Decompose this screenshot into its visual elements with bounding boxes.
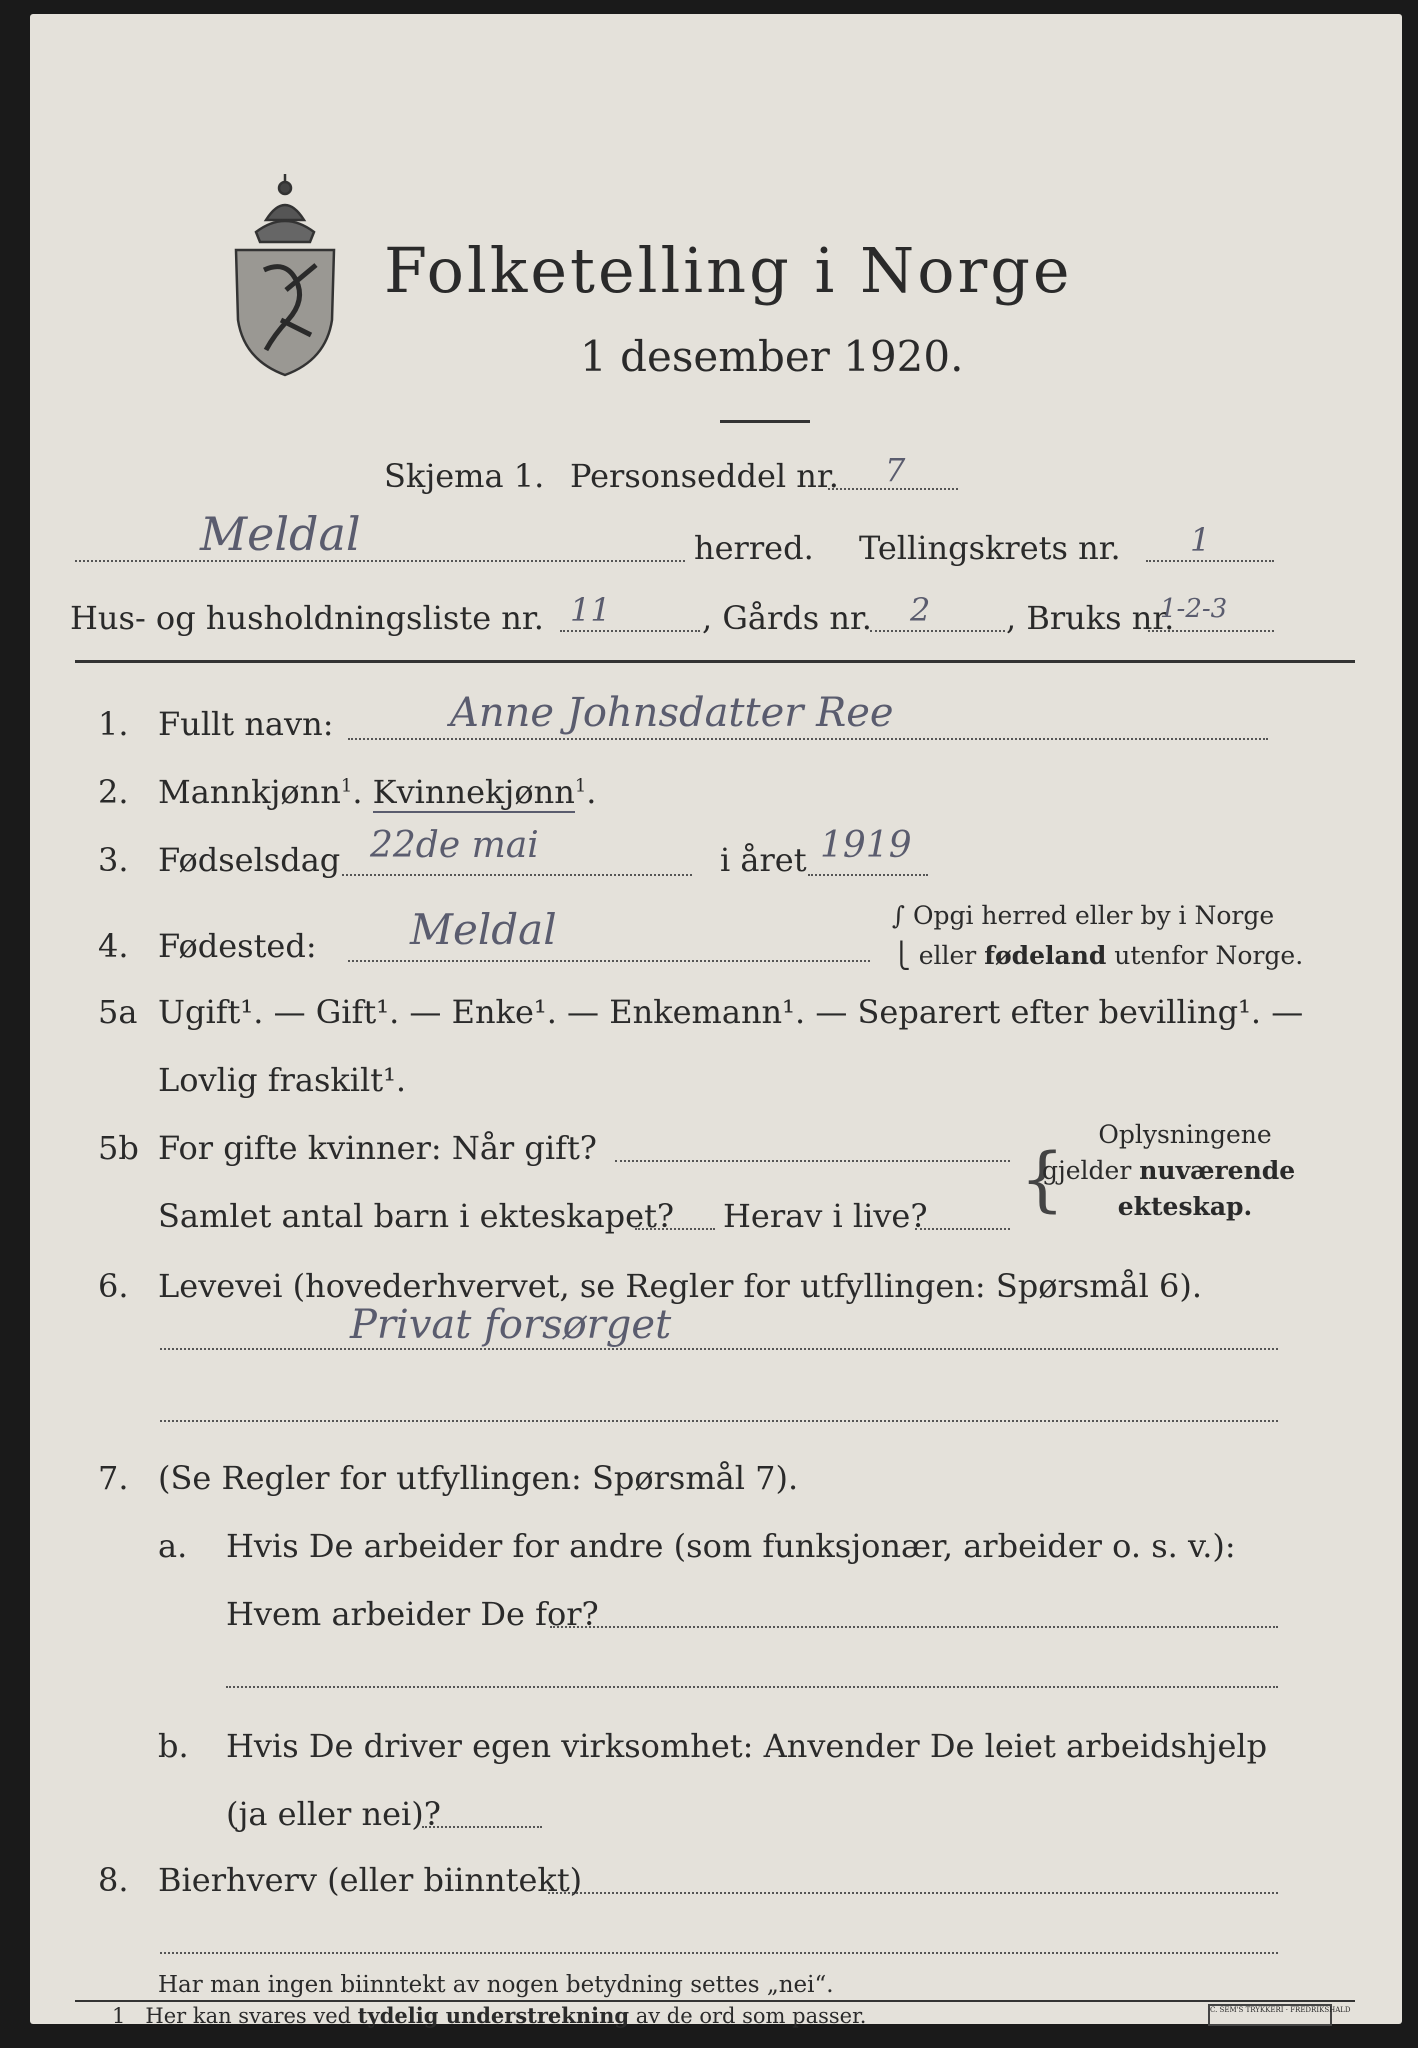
side-income-field-1[interactable] <box>548 1892 1278 1894</box>
q7a-label-2: Hvem arbeider De for? <box>226 1595 599 1633</box>
sex-options: Mannkjønn$^1$. Kvinnekjønn$^1$. <box>158 773 597 811</box>
bruks-label: , Bruks nr. <box>1006 599 1175 637</box>
tellingskrets-value: 1 <box>1190 521 1211 559</box>
alive-label: Herav i live? <box>723 1197 928 1235</box>
husliste-label: Hus- og husholdningsliste nr. <box>70 599 544 637</box>
q6-label: Levevei (hovederhvervet, se Regler for utfyllingen: Spørsmål 6). <box>158 1267 1203 1305</box>
q5b-number: 5b <box>98 1129 139 1167</box>
year-field[interactable] <box>808 874 928 876</box>
bruks-value: 1-2-3 <box>1160 594 1228 624</box>
occupation-field-2[interactable] <box>160 1420 1278 1422</box>
side-income-field-2[interactable] <box>160 1952 1278 1954</box>
q1-number: 1. <box>98 705 129 743</box>
footnote: 1 Her kan svares ved tydelig understrekning av de ord som passer. <box>112 2003 867 2028</box>
hired-help-field[interactable] <box>422 1826 542 1828</box>
birthplace-field[interactable] <box>348 960 870 962</box>
year-value: 1919 <box>820 825 912 866</box>
herred-field[interactable] <box>75 560 685 562</box>
q7-label: (Se Regler for utfyllingen: Spørsmål 7). <box>158 1459 799 1497</box>
tellingskrets-field[interactable] <box>1146 560 1274 562</box>
option-female[interactable]: Kvinnekjønn <box>372 773 575 811</box>
bruks-field[interactable] <box>1148 630 1274 632</box>
personseddel-value: 7 <box>885 451 906 489</box>
coat-of-arms-icon <box>226 170 344 380</box>
q5b-note-2: gjelder nuværende <box>1042 1156 1296 1185</box>
full-name-value: Anne Johnsdatter Ree <box>450 690 894 736</box>
census-form <box>30 14 1402 2028</box>
q4-note-1: ∫ Opgi herred eller by i Norge <box>892 901 1275 930</box>
children-field[interactable] <box>635 1228 715 1230</box>
q7b-label-1: Hvis De driver egen virksomhet: Anvender De leiet arbeidshjelp <box>226 1727 1268 1765</box>
herred-value: Meldal <box>200 507 361 561</box>
husliste-field[interactable] <box>560 630 700 632</box>
birthday-value: 22de mai <box>370 825 539 866</box>
q3-number: 3. <box>98 841 129 879</box>
herred-label: herred. <box>694 529 814 567</box>
q6-number: 6. <box>98 1267 129 1305</box>
brace-icon: { <box>1020 1138 1065 1220</box>
q2-number: 2. <box>98 773 129 811</box>
q1-label: Fullt navn: <box>158 705 334 743</box>
header-rule <box>75 660 1355 663</box>
year-label: i året <box>720 841 807 879</box>
q5a-number: 5a <box>98 993 138 1031</box>
printer-stamp: C. SEM'S TRYKKERI · FREDRIKSHALD <box>1208 2004 1332 2026</box>
employer-field-2[interactable] <box>226 1686 1278 1688</box>
birthplace-value: Meldal <box>410 905 557 954</box>
q7a-number: a. <box>158 1527 188 1565</box>
q8-label: Bierhverv (eller biinntekt) <box>158 1861 583 1899</box>
q7a-label-1: Hvis De arbeider for andre (som funksjonær, arbeider o. s. v.): <box>226 1527 1236 1565</box>
tellingskrets-label: Tellingskrets nr. <box>859 529 1121 567</box>
marital-options[interactable]: Ugift¹. — Gift¹. — Enke¹. — Enkemann¹. — Separert efter bevilling¹. — <box>158 993 1304 1031</box>
q3-label: Fødselsdag <box>158 841 341 879</box>
q4-number: 4. <box>98 927 129 965</box>
gards-label: , Gårds nr. <box>702 599 872 637</box>
q5b-note-3: ekteskap. <box>1117 1192 1253 1221</box>
census-date: 1 desember 1920. <box>580 332 964 381</box>
option-male[interactable]: Mannkjønn <box>158 773 341 811</box>
q7b-number: b. <box>158 1727 189 1765</box>
skjema-label: Skjema 1. <box>384 457 545 495</box>
marital-option-divorced[interactable]: Lovlig fraskilt¹. <box>158 1061 407 1099</box>
personseddel-label: Personseddel nr. <box>570 457 839 495</box>
q8-number: 8. <box>98 1861 129 1899</box>
occupation-value: Privat forsørget <box>350 1302 672 1348</box>
birthday-field[interactable] <box>342 874 692 876</box>
married-when-field[interactable] <box>615 1160 1010 1162</box>
employer-field-1[interactable] <box>550 1626 1278 1628</box>
q4-label: Fødested: <box>158 927 317 965</box>
gards-value: 2 <box>910 591 931 629</box>
full-name-field[interactable] <box>348 738 1268 740</box>
title-divider <box>720 420 810 423</box>
form-title: Folketelling i Norge <box>384 234 1073 307</box>
occupation-field-1[interactable] <box>160 1348 1278 1350</box>
husliste-value: 11 <box>570 591 611 629</box>
q5b-label: For gifte kvinner: Når gift? <box>158 1129 597 1167</box>
q8-note: Har man ingen biinntekt av nogen betydning settes „nei“. <box>158 1972 834 1998</box>
q7b-label-2: (ja eller nei)? <box>226 1795 441 1833</box>
gards-field[interactable] <box>870 630 1005 632</box>
q5b-note-1: Oplysningene <box>1098 1120 1272 1149</box>
q4-note-2: ⎩ eller fødeland utenfor Norge. <box>892 941 1304 970</box>
alive-field[interactable] <box>915 1228 1010 1230</box>
children-label: Samlet antal barn i ekteskapet? <box>158 1197 675 1235</box>
q7-number: 7. <box>98 1459 129 1497</box>
